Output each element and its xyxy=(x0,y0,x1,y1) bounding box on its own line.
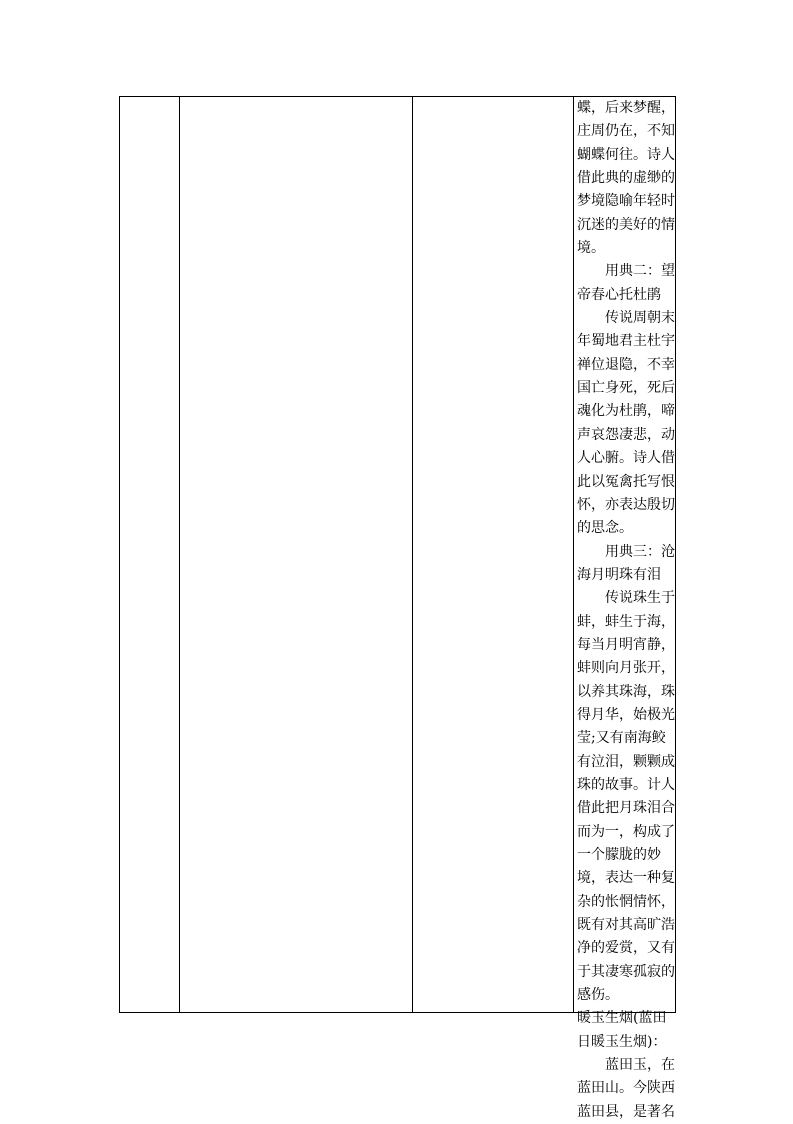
text-line: 一个朦胧的妙 xyxy=(577,847,661,863)
text-line: 国亡身死，死后 xyxy=(577,380,675,397)
text-line: 有泣泪，颗颗成 xyxy=(577,753,675,770)
text-line: 此以冤禽托写恨 xyxy=(577,473,675,490)
text-line: 珠的故事。计人 xyxy=(577,776,675,793)
text-line: 得月华，始极光 xyxy=(577,706,675,723)
text-line: 境。 xyxy=(577,240,605,257)
text-line: 借此典的虚缈的 xyxy=(577,170,675,187)
text-line: 魂化为杜鹃，啼 xyxy=(577,403,675,420)
text-line: 蓝田玉，在 xyxy=(605,1057,675,1074)
text-line: 蚌，蚌生于海， xyxy=(577,613,675,630)
text-line: 蓝田县，是著名 xyxy=(577,1103,675,1120)
text-line: 借此把月珠泪合 xyxy=(577,800,675,817)
document-table xyxy=(119,96,676,1120)
text-line: 禅位退隐，不幸 xyxy=(577,356,675,373)
text-line: 于其凄寒孤寂的 xyxy=(577,963,675,980)
table-cell-2 xyxy=(181,97,412,1012)
text-line: 蝶，后来梦醒， xyxy=(577,100,675,116)
table-cell-1 xyxy=(120,97,179,1012)
text-line: 用典二：望 xyxy=(605,263,675,280)
text-line: 暖玉生烟(蓝田 xyxy=(577,1010,667,1027)
text-line: 帝春心托杜鹃 xyxy=(577,286,661,303)
text-line: 既有对其高旷浩 xyxy=(577,917,675,934)
text-line: 每当月明宵静， xyxy=(577,636,675,653)
text-line: 以养其珠海，珠 xyxy=(577,683,675,700)
text-line: 庄周仍在，不知 xyxy=(577,123,675,140)
text-line: 梦境隐喻年轻时 xyxy=(577,193,675,210)
text-line: 蝴蝶何往。诗人 xyxy=(577,146,675,163)
text-line: 而为一，构成了 xyxy=(577,823,675,840)
text-line: 蚌则向月张开， xyxy=(577,660,675,677)
text-line: 人心腑。诗人借 xyxy=(577,450,675,467)
text-line: 海月明珠有泪 xyxy=(577,566,661,583)
table-cell-3 xyxy=(414,97,574,1012)
text-line: 年蜀地君主杜宇 xyxy=(577,333,675,350)
text-line: 莹;又有南海鲛 xyxy=(577,730,666,747)
table-cell-annotation xyxy=(575,97,676,1120)
column-divider xyxy=(412,97,413,1012)
text-line: 杂的怅惘情怀， xyxy=(577,893,675,910)
text-line: 感伤。 xyxy=(577,987,619,1004)
text-line: 怀，亦表达殷切 xyxy=(577,496,675,513)
text-line: 传说周朝末 xyxy=(605,310,675,327)
text-line: 沉迷的美好的情 xyxy=(577,216,675,233)
text-line: 净的爱赏，又有 xyxy=(577,940,675,957)
text-line: 用典三：沧 xyxy=(605,543,675,560)
text-line: 蓝田山。今陕西 xyxy=(577,1080,675,1097)
text-line: 日暖玉生烟)： xyxy=(577,1033,667,1050)
text-line: 境，表达一种复 xyxy=(577,870,675,887)
text-line: 的思念。 xyxy=(577,520,633,537)
text-line: 传说珠生于 xyxy=(605,590,675,607)
column-divider xyxy=(179,97,180,1012)
text-line: 声哀怨凄悲，动 xyxy=(577,426,675,443)
